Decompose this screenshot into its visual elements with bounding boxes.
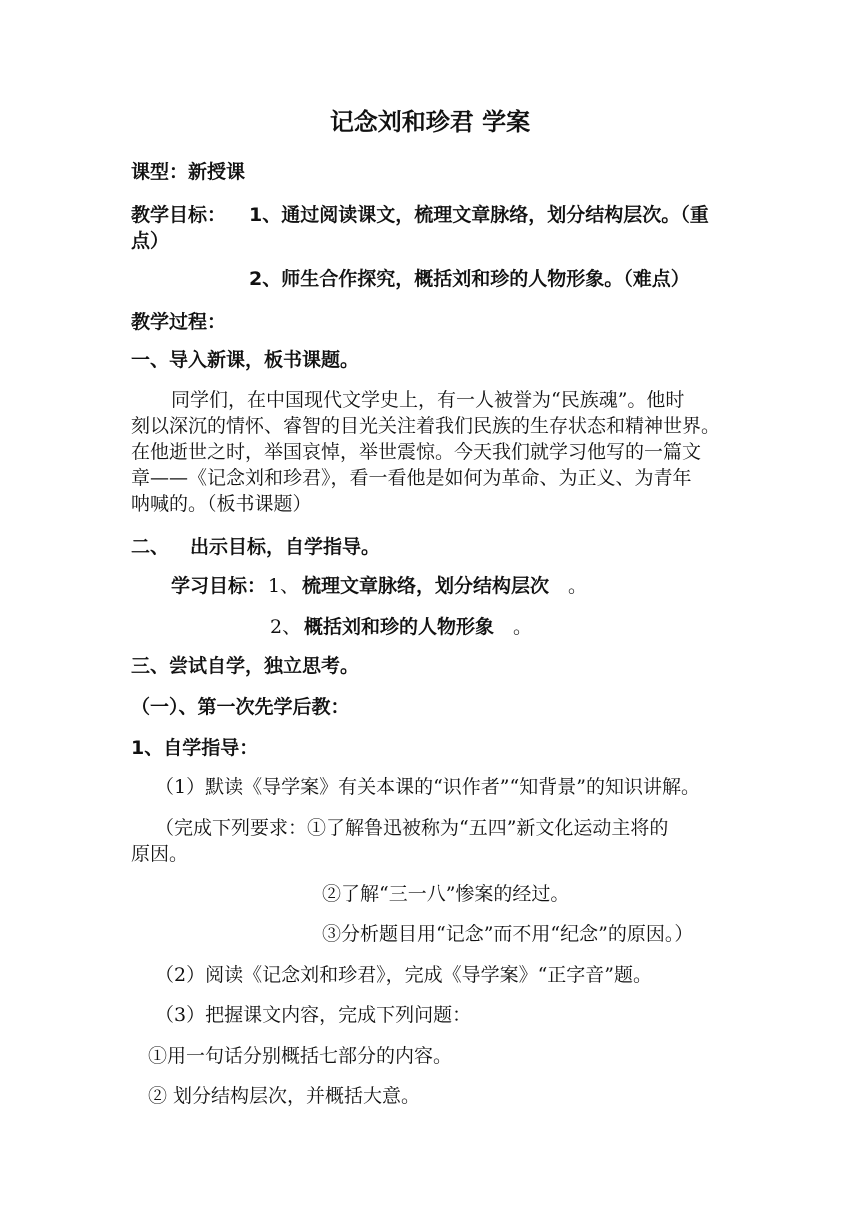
requirement-line-1: （完成下列要求：①了解鲁迅被称为“五四”新文化运动主将的	[155, 817, 669, 839]
goal-2: 概括刘和珍的人物形象	[304, 616, 495, 638]
requirement-2: ②了解“三一八”惨案的经过。	[322, 883, 570, 905]
intro-paragraph-line: 呐喊的。（板书课题）	[131, 493, 312, 515]
first-study-heading: （一）、第一次先学后教：	[131, 696, 350, 718]
intro-paragraph-line: 刻以深沉的情怀、睿智的目光关注着我们民族的生存状态和精神世界。	[131, 415, 721, 437]
objective-1-line-2: 点）	[131, 230, 170, 252]
objective-2: 2、师生合作探究，概括刘和珍的人物形象。（难点）	[249, 268, 690, 290]
goals-label: 学习目标：	[171, 575, 267, 597]
goal-1-number: 1、	[268, 575, 300, 597]
guide-step-2: （2）阅读《记念刘和珍君》，完成《导学案》“正字音”题。	[155, 964, 653, 986]
requirement-3: ③分析题目用“记念”而不用“纪念”的原因。）	[322, 923, 694, 945]
guide-step-1: （1）默读《导学案》有关本课的“识作者”“知背景”的知识讲解。	[155, 776, 700, 798]
requirement-line-2: 原因。	[131, 843, 189, 865]
document-title: 记念刘和珍君 学案	[329, 108, 531, 136]
section-2-number: 二、	[131, 536, 170, 558]
objective-1-line-1: 1、通过阅读课文，梳理文章脉络，划分结构层次。（重	[249, 204, 709, 226]
intro-paragraph-line: 章——《记念刘和珍君》，看一看他是如何为革命、为正义、为青年	[131, 467, 692, 489]
goal-1-period: 。	[568, 575, 588, 597]
intro-paragraph-line: 在他逝世之时，举国哀悼，举世震惊。今天我们就学习他写的一篇文	[131, 441, 702, 463]
question-1: ①用一句话分别概括七部分的内容。	[148, 1045, 453, 1067]
objectives-label: 教学目标：	[131, 204, 227, 226]
lesson-type: 课型：新授课	[131, 161, 246, 183]
goal-2-period: 。	[513, 616, 533, 638]
guide-step-3: （3）把握课文内容，完成下列问题：	[155, 1004, 472, 1026]
intro-paragraph-line: 同学们，在中国现代文学史上，有一人被誉为“民族魂”。他时	[171, 389, 685, 411]
section-1-heading: 一、导入新课，板书课题。	[131, 349, 360, 371]
guide-heading: 1、自学指导：	[131, 737, 259, 759]
goal-1: 梳理文章脉络，划分结构层次	[302, 575, 550, 597]
section-2-heading: 出示目标，自学指导。	[190, 536, 381, 558]
question-2: ② 划分结构层次，并概括大意。	[148, 1085, 421, 1107]
goal-2-number: 2、	[270, 616, 302, 638]
process-label: 教学过程：	[131, 311, 227, 333]
section-3-heading: 三、尝试自学，独立思考。	[131, 655, 360, 677]
